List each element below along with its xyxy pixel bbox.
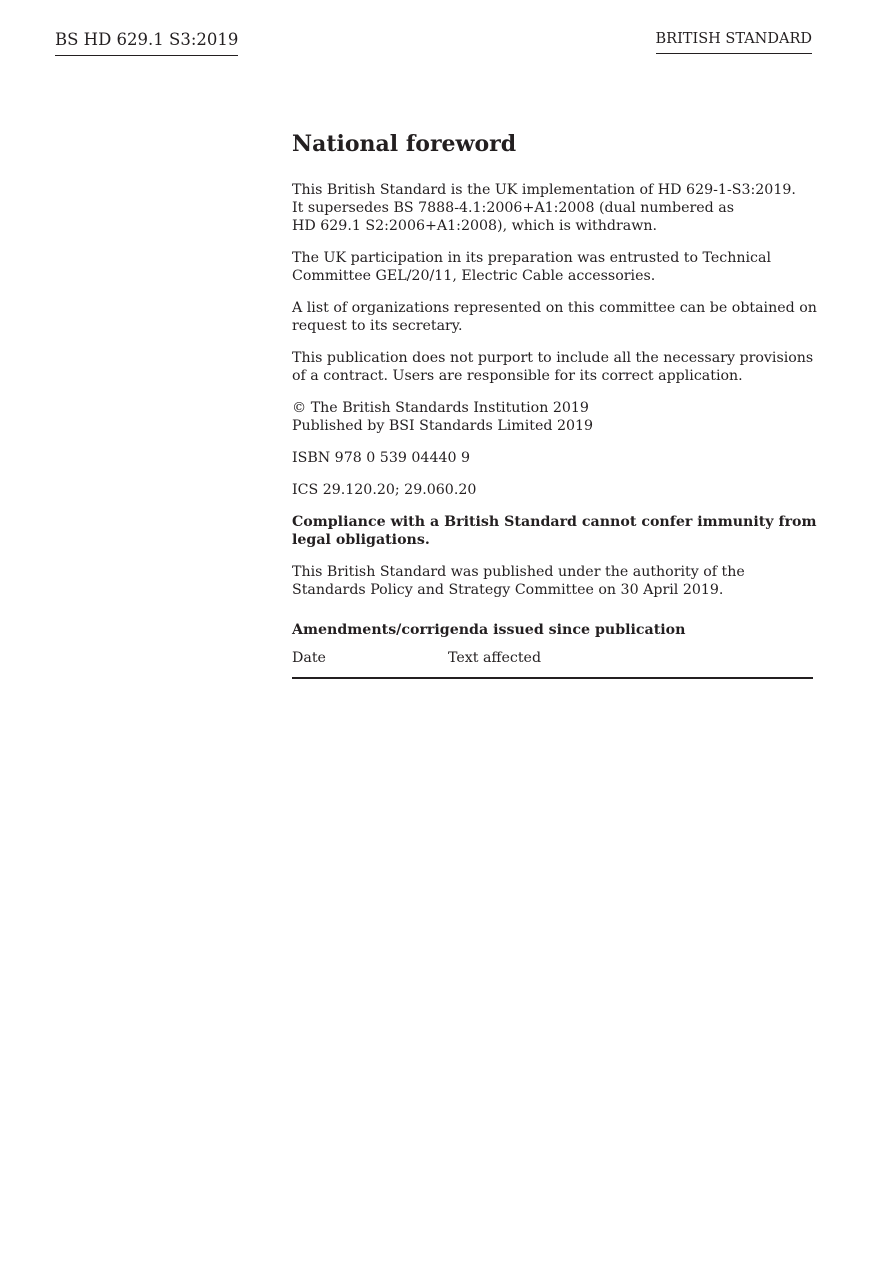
- text-line: Committee GEL/20/11, Electric Cable accessories.: [292, 268, 656, 284]
- amendments-heading: Amendments/corrigenda issued since publication: [292, 622, 686, 638]
- text-line: © The British Standards Institution 2019: [292, 400, 589, 416]
- document-identifier: BS HD 629.1 S3:2019: [55, 29, 238, 56]
- copyright-paragraph: [292, 399, 813, 435]
- text-line: This British Standard was published under the authority of the: [292, 564, 745, 580]
- column-header-date: Date: [292, 649, 448, 678]
- text-line: It supersedes BS 7888-4.1:2006+A1:2008 (dual numbered as: [292, 200, 734, 216]
- text-line: Compliance with a British Standard cannot confer immunity from: [292, 514, 817, 530]
- table-header-row: [292, 649, 813, 678]
- text-line: legal obligations.: [292, 532, 430, 548]
- standard-label: BRITISH STANDARD: [656, 29, 813, 54]
- text-line: of a contract. Users are responsible for its correct application.: [292, 368, 743, 384]
- text-line: HD 629.1 S2:2006+A1:2008), which is withdrawn.: [292, 218, 657, 234]
- text-line: ICS 29.120.20; 29.060.20: [292, 482, 477, 498]
- column-header-text-affected: Text affected: [448, 649, 813, 678]
- text-line: This publication does not purport to include all the necessary provisions: [292, 350, 814, 366]
- provisions-paragraph: [292, 349, 813, 385]
- isbn-paragraph: [292, 449, 813, 467]
- foreword-content: [292, 129, 817, 679]
- committee-list-paragraph: [292, 299, 817, 335]
- text-line: This British Standard is the UK implementation of HD 629-1-S3:2019.: [292, 182, 796, 198]
- text-line: Published by BSI Standards Limited 2019: [292, 418, 594, 434]
- implementation-paragraph: [292, 181, 813, 235]
- text-line: request to its secretary.: [292, 318, 463, 334]
- amendments-table: [292, 649, 813, 679]
- text-line: ISBN 978 0 539 04440 9: [292, 450, 471, 466]
- text-line: A list of organizations represented on this committee can be obtained on: [292, 300, 817, 316]
- participation-paragraph: [292, 249, 813, 285]
- page-title: National foreword: [292, 131, 517, 157]
- authority-paragraph: [292, 563, 813, 599]
- ics-paragraph: [292, 481, 813, 499]
- compliance-notice: [292, 513, 817, 549]
- text-line: Standards Policy and Strategy Committee on 30 April 2019.: [292, 582, 724, 598]
- text-line: The UK participation in its preparation was entrusted to Technical: [292, 250, 771, 266]
